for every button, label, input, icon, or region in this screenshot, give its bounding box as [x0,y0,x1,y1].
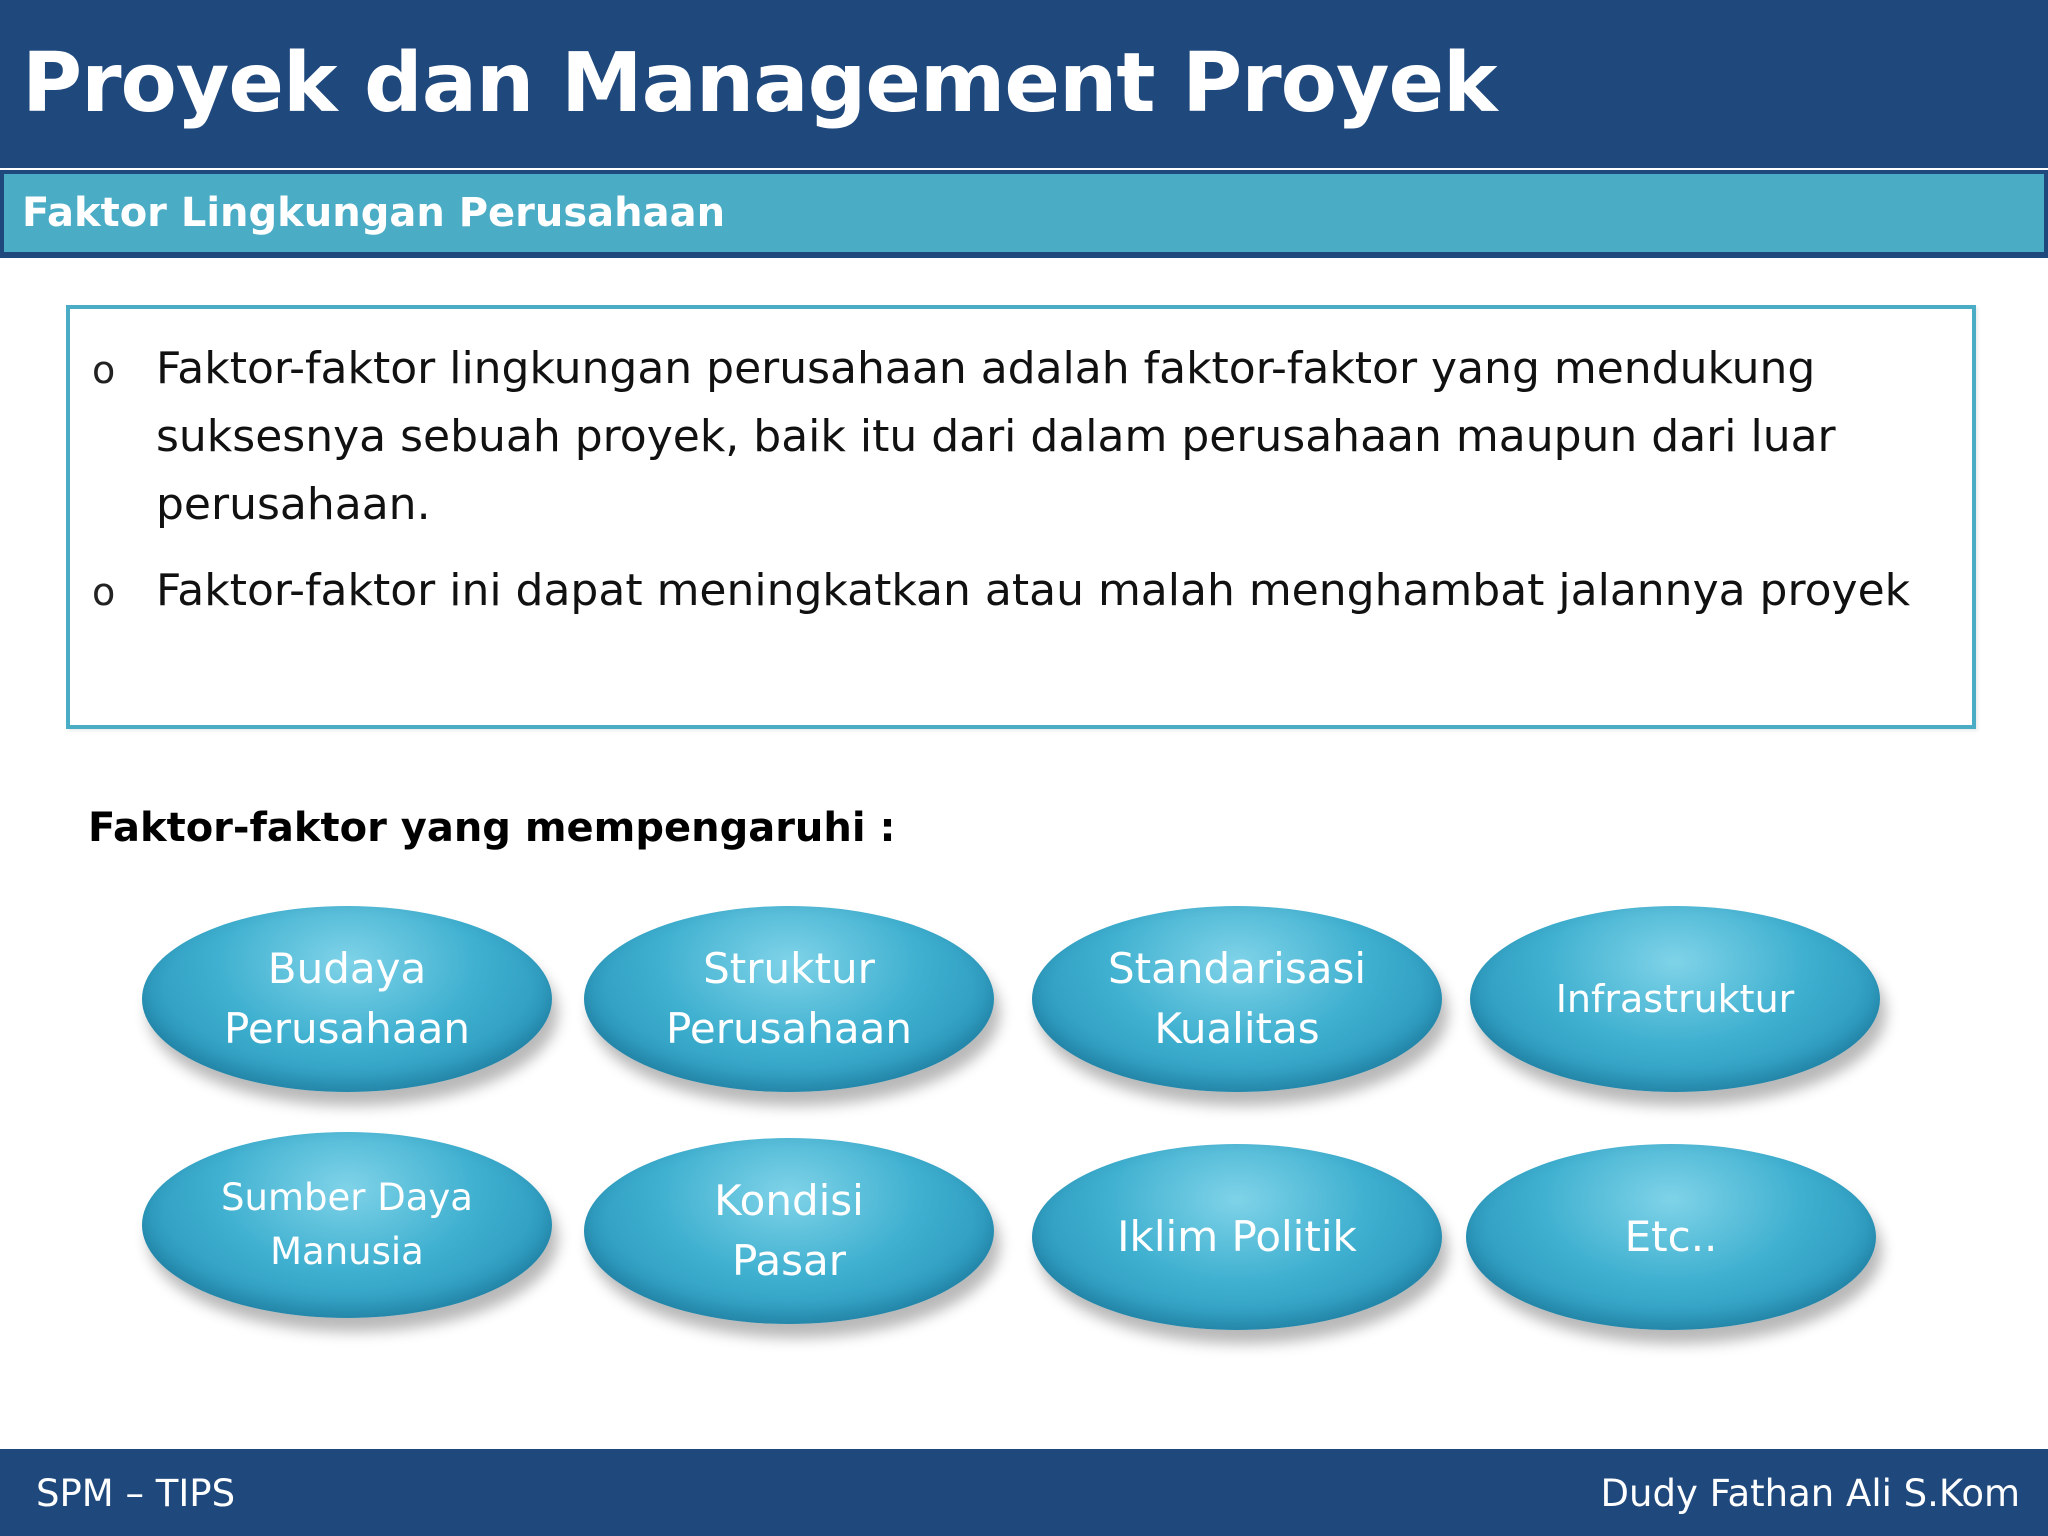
page-title: Proyek dan Management Proyek [22,36,1497,131]
factor-label: Standarisasi Kualitas [1108,944,1366,1053]
factor-pill-iklim-politik [1032,1144,1442,1330]
footer-bar [0,1449,2048,1536]
bullet-text-1: Faktor-faktor lingkungan perusahaan adalah faktor-faktor yang mendukung suksesnya sebuah proyek, baik itu dari dalam perusahaan maupun dari luar perusahaan. [156,343,1836,530]
factor-pill-etc [1466,1144,1876,1330]
factor-label: Etc.. [1624,1212,1718,1261]
factor-pill-infrastruktur [1470,906,1880,1092]
title-bar [0,0,2048,168]
factor-pill-standarisasi-kualitas [1032,906,1442,1092]
factor-label: Sumber Daya Manusia [221,1176,473,1273]
bullet-mark: o [92,348,116,392]
factor-pill-struktur-perusahaan [584,906,994,1092]
factor-label: Iklim Politik [1117,1212,1357,1261]
bullet-text-2: Faktor-faktor ini dapat meningkatkan atau malah menghambat jalannya proyek [156,565,1911,616]
factor-label: Budaya Perusahaan [224,944,470,1053]
subtitle-inner [4,174,2044,252]
bullet-mark: o [92,570,116,614]
factor-pill-sumber-daya-manusia [142,1132,552,1318]
footer-author: Dudy Fathan Ali S.Kom [1600,1472,2020,1515]
factor-label: Struktur Perusahaan [666,944,912,1053]
footer-course: SPM – TIPS [36,1472,236,1515]
section-subtitle: Faktor Lingkungan Perusahaan [22,190,726,236]
factor-label: Infrastruktur [1555,977,1795,1021]
factors-label: Faktor-faktor yang mempengaruhi : [88,805,896,851]
content-box [66,305,1976,729]
factor-pill-budaya-perusahaan [142,906,552,1092]
factor-pill-kondisi-pasar [584,1138,994,1324]
subtitle-bar [0,170,2048,258]
factor-label: Kondisi Pasar [714,1176,864,1285]
